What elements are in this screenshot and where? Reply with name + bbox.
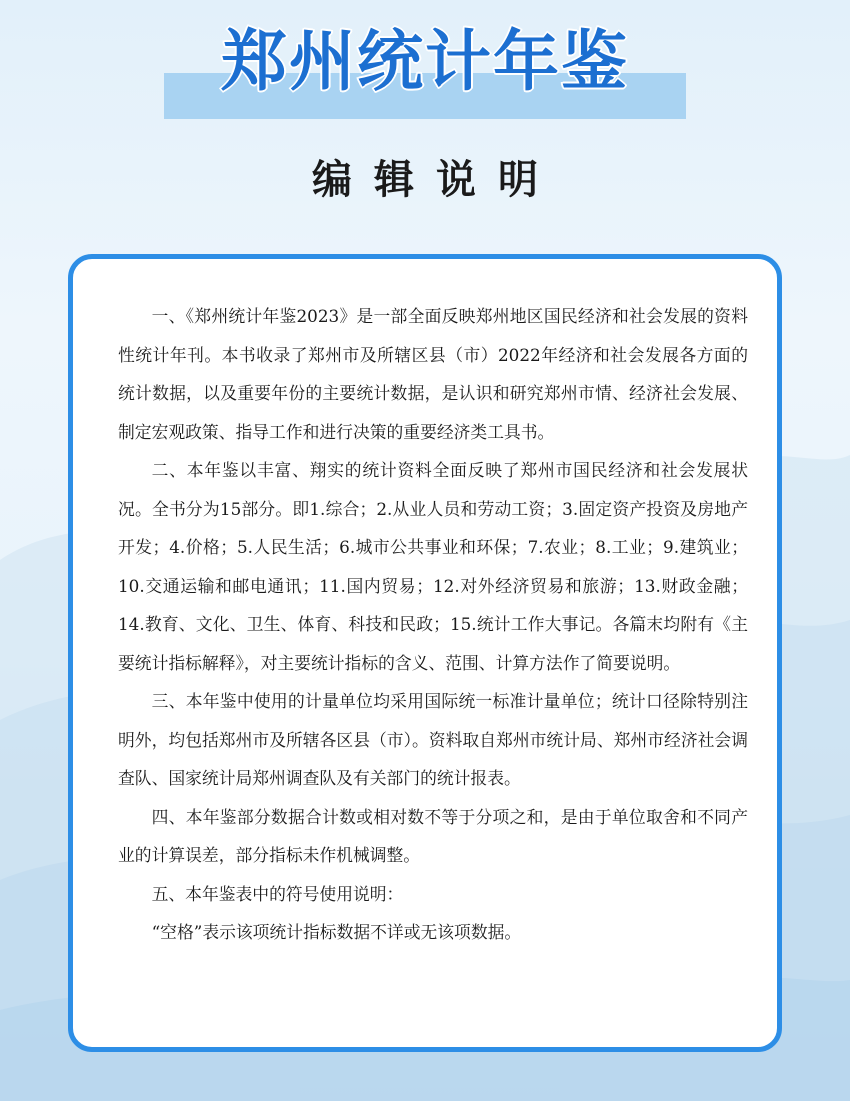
paragraph-4: 四、本年鉴部分数据合计数或相对数不等于分项之和，是由于单位取舍和不同产业的计算误差，部分指标未作机械调整。: [118, 806, 748, 865]
paragraph-2: 二、本年鉴以丰富、翔实的统计资料全面反映了郑州市国民经济和社会发展状况。全书分为15部分。即1.综合；2.从业人员和劳动工资；3.固定资产投资及房地产开发；4.价格；5.人民生活；6.城市公共事业和环保；7.农业；8.工业；9.建筑业；10.交通运输和邮电通讯；11.国内贸易；12.对外经济贸易和旅游；13.财政金融；14.教育、文化、卫生、体育、科技和民政；15.统计工作大事记。各篇末均附有《主要统计指标解释》，对主要统计指标的含义、范围、计算方法作了简要说明。: [118, 460, 748, 673]
paragraph-3: 三、本年鉴中使用的计量单位均采用国际统一标准计量单位；统计口径除特别注明外，均包括郑州市及所辖各区县（市）。资料取自郑州市统计局、郑州市经济社会调查队、国家统计局郑州调查队及有关部门的统计报表。: [118, 691, 748, 788]
section-title: 编辑说明: [312, 157, 560, 203]
paragraph-5: 五、本年鉴表中的符号使用说明：: [151, 883, 404, 904]
editorial-notes-box: [68, 254, 782, 1052]
editorial-notes-text: [118, 297, 748, 952]
paragraph-1: 一、《郑州统计年鉴2023》是一部全面反映郑州地区国民经济和社会发展的资料性统计年刊。本书收录了郑州市及所辖区县（市）2022年经济和社会发展各方面的统计数据，以及重要年份的主要统计数据，是认识和研究郑州市情、经济社会发展、制定宏观政策、指导工作和进行决策的重要经济类工具书。: [118, 306, 748, 442]
paragraph-6: “空格”表示该项统计指标数据不详或无该项数据。: [151, 922, 522, 942]
yearbook-title: 郑州统计年鉴: [221, 23, 629, 100]
